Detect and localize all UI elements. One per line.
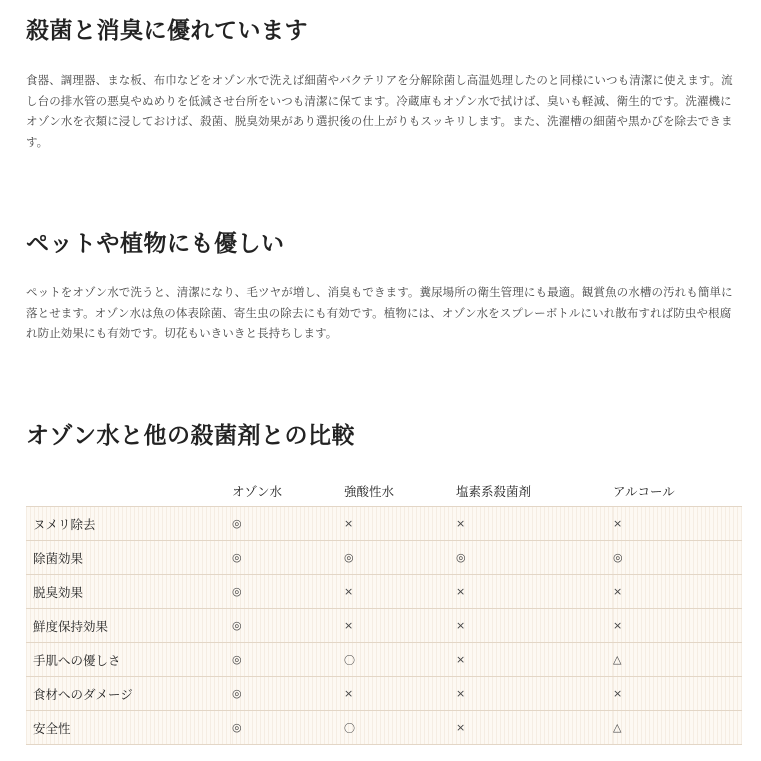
table-cell: × <box>344 575 456 609</box>
table-cell: 〇 <box>344 711 456 745</box>
table-cell: ◎ <box>344 541 456 575</box>
row-label: 除菌効果 <box>26 541 232 575</box>
table-cell: ◎ <box>613 541 742 575</box>
row-label: 安全性 <box>26 711 232 745</box>
table-cell: ◎ <box>232 711 344 745</box>
section-sterilize-deodorize <box>26 16 738 152</box>
table-header-alcohol: アルコール <box>613 484 675 499</box>
section-title-sterilize: 殺菌と消臭に優れています <box>26 18 308 44</box>
table-cell: ◎ <box>232 677 344 711</box>
table-cell: ◎ <box>232 575 344 609</box>
table-cell: ◎ <box>232 609 344 643</box>
table-cell: △ <box>613 711 742 745</box>
table-row <box>26 711 742 745</box>
table-cell: × <box>456 575 613 609</box>
table-cell: × <box>456 507 613 541</box>
table-cell: × <box>456 609 613 643</box>
table-cell: × <box>613 507 742 541</box>
table-row <box>26 677 742 711</box>
table-row <box>26 541 742 575</box>
section-body-pet: ペットをオゾン水で洗うと、清潔になり、毛ツヤが増し、消臭もできます。糞尿場所の衛生管理にも最適。観賞魚の水槽の汚れも簡単に落とせます。オゾン水は魚の体表除菌、寄生虫の除去にも有効です。植物には、オゾン水をスプレーボトルにいれ散布すれば防虫や根腐れ防止効果にも有効です。切花もいきいきと長持ちします。 <box>26 285 733 340</box>
table-cell: × <box>456 711 613 745</box>
table-cell: × <box>613 609 742 643</box>
table-row <box>26 643 742 677</box>
comparison-table <box>26 476 742 745</box>
table-cell: × <box>613 575 742 609</box>
row-label: ヌメリ除去 <box>26 507 232 541</box>
table-cell: 〇 <box>344 643 456 677</box>
table-cell: × <box>344 677 456 711</box>
table-cell: ◎ <box>232 643 344 677</box>
section-title-pet: ペットや植物にも優しい <box>26 231 285 257</box>
table-cell: × <box>613 677 742 711</box>
section-title-compare: オゾン水と他の殺菌剤との比較 <box>26 423 355 449</box>
table-cell: × <box>456 677 613 711</box>
section-pets-plants <box>26 229 738 344</box>
table-row <box>26 609 742 643</box>
table-cell: ◎ <box>232 507 344 541</box>
row-label: 手肌への優しさ <box>26 643 232 677</box>
table-row <box>26 507 742 541</box>
table-cell: × <box>344 507 456 541</box>
section-comparison <box>26 421 738 451</box>
table-cell: ◎ <box>232 541 344 575</box>
section-body-sterilize: 食器、調理器、まな板、布巾などをオゾン水で洗えば細菌やバクテリアを分解除菌し高温処理したのと同様にいつも清潔に使えます。流し台の排水管の悪臭やぬめりを低減させ台所をいつも清潔に保てます。冷蔵庫もオゾン水で拭けば、臭いも軽減、衛生的です。洗濯機にオゾン水を衣類に浸しておけば、殺菌、脱臭効果があり選択後の仕上がりもスッキリします。また、洗濯槽の細菌や黒かびを除去できます。 <box>26 73 733 149</box>
row-label: 脱臭効果 <box>26 575 232 609</box>
table-header-chlorine-sterilizer: 塩素系殺菌剤 <box>456 484 532 499</box>
row-label: 食材へのダメージ <box>26 677 232 711</box>
row-label: 鮮度保持効果 <box>26 609 232 643</box>
table-cell: △ <box>613 643 742 677</box>
table-cell: × <box>456 643 613 677</box>
table-header-row <box>26 476 742 507</box>
table-cell: × <box>344 609 456 643</box>
table-row <box>26 575 742 609</box>
table-header-ozone-water: オゾン水 <box>232 484 283 499</box>
table-header-strong-acid-water: 強酸性水 <box>344 484 395 499</box>
table-header-corner <box>26 476 232 507</box>
table-cell: ◎ <box>456 541 613 575</box>
